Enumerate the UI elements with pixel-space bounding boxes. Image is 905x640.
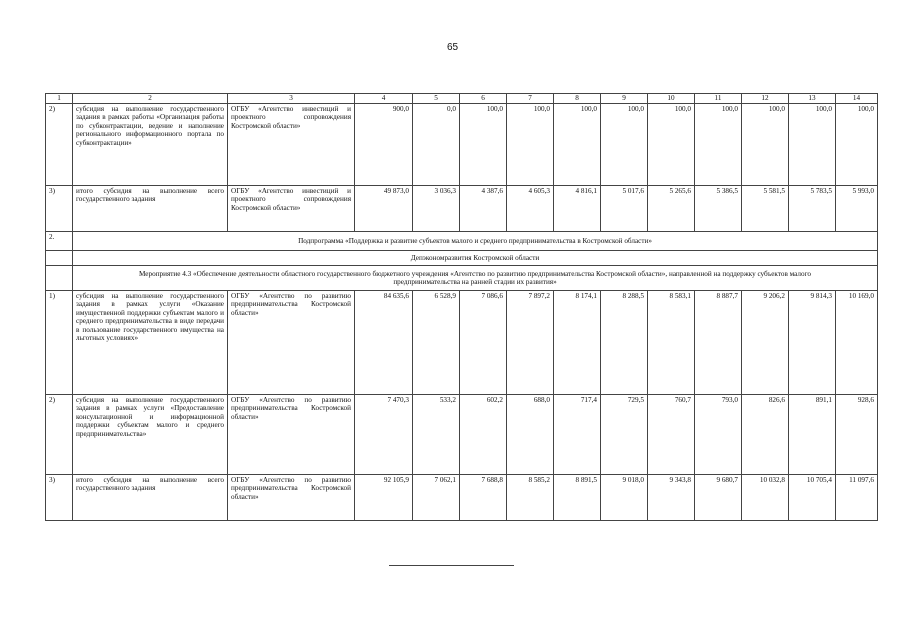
value-cell: 100,0 bbox=[742, 104, 789, 186]
column-header: 8 bbox=[554, 94, 601, 104]
column-header: 6 bbox=[460, 94, 507, 104]
table-row bbox=[46, 475, 878, 521]
column-header: 3 bbox=[228, 94, 355, 104]
footnote-separator bbox=[389, 565, 514, 566]
column-header: 9 bbox=[601, 94, 648, 104]
value-cell: 92 105,9 bbox=[355, 475, 413, 521]
column-header: 2 bbox=[73, 94, 228, 104]
value-cell: 5 783,5 bbox=[789, 186, 836, 232]
value-cell: 7 086,6 bbox=[460, 291, 507, 395]
value-cell: 9 680,7 bbox=[695, 475, 742, 521]
value-cell: 9 018,0 bbox=[601, 475, 648, 521]
row-index: 2) bbox=[46, 104, 73, 186]
value-cell: 100,0 bbox=[836, 104, 878, 186]
empty-cell bbox=[46, 266, 73, 291]
value-cell: 0,0 bbox=[413, 104, 460, 186]
value-cell: 5 017,6 bbox=[601, 186, 648, 232]
value-cell: 6 528,9 bbox=[413, 291, 460, 395]
value-cell: 5 265,6 bbox=[648, 186, 695, 232]
value-cell: 688,0 bbox=[507, 395, 554, 475]
subprogram-title: Подпрограмма «Поддержка и развитие субъектов малого и среднего предпринимательства в Костромской области» bbox=[73, 232, 878, 251]
value-cell: 49 873,0 bbox=[355, 186, 413, 232]
row-description: субсидия на выполнение государственного задания в рамках услуги «Предоставление консультационной и информационной поддержки субъектам малого и среднего предпринимательства» bbox=[73, 395, 228, 475]
value-cell: 793,0 bbox=[695, 395, 742, 475]
value-cell: 8 585,2 bbox=[507, 475, 554, 521]
column-header: 1 bbox=[46, 94, 73, 104]
value-cell: 10 705,4 bbox=[789, 475, 836, 521]
column-header: 12 bbox=[742, 94, 789, 104]
row-index: 3) bbox=[46, 186, 73, 232]
column-header: 11 bbox=[695, 94, 742, 104]
row-description: итого субсидия на выполнение всего государственного задания bbox=[73, 475, 228, 521]
column-header: 4 bbox=[355, 94, 413, 104]
value-cell: 760,7 bbox=[648, 395, 695, 475]
column-number-row bbox=[46, 94, 878, 104]
value-cell: 5 993,0 bbox=[836, 186, 878, 232]
value-cell: 11 097,6 bbox=[836, 475, 878, 521]
measure-row bbox=[46, 266, 878, 291]
row-index: 2) bbox=[46, 395, 73, 475]
value-cell: 5 581,5 bbox=[742, 186, 789, 232]
value-cell: 100,0 bbox=[507, 104, 554, 186]
value-cell: 8 174,1 bbox=[554, 291, 601, 395]
column-header: 7 bbox=[507, 94, 554, 104]
value-cell: 100,0 bbox=[601, 104, 648, 186]
value-cell: 9 343,8 bbox=[648, 475, 695, 521]
value-cell: 900,0 bbox=[355, 104, 413, 186]
department-name: Депэкономразвития Костромской области bbox=[73, 251, 878, 266]
value-cell: 3 036,3 bbox=[413, 186, 460, 232]
value-cell: 100,0 bbox=[460, 104, 507, 186]
row-description: субсидия на выполнение государственного задания в рамках работы «Организация работы по субконтрактации, ведение и наполнение регионального информационного портала по субконтрактации» bbox=[73, 104, 228, 186]
value-cell: 7 062,1 bbox=[413, 475, 460, 521]
value-cell: 7 470,3 bbox=[355, 395, 413, 475]
row-organization: ОГБУ «Агентство инвестиций и проектного сопровождения Костромской области» bbox=[228, 104, 355, 186]
budget-table bbox=[45, 93, 878, 521]
value-cell: 4 816,1 bbox=[554, 186, 601, 232]
table-row bbox=[46, 104, 878, 186]
value-cell: 602,2 bbox=[460, 395, 507, 475]
value-cell: 100,0 bbox=[648, 104, 695, 186]
column-header: 13 bbox=[789, 94, 836, 104]
value-cell: 10 032,8 bbox=[742, 475, 789, 521]
value-cell: 7 897,2 bbox=[507, 291, 554, 395]
value-cell: 4 605,3 bbox=[507, 186, 554, 232]
value-cell: 533,2 bbox=[413, 395, 460, 475]
value-cell: 826,6 bbox=[742, 395, 789, 475]
measure-title: Мероприятие 4.3 «Обеспечение деятельности областного государственного бюджетного учреждения «Агентство по развитию предпринимательства Костромской области», направленной на поддержку субъектов малого предпринимательства на ранней стадии их развития» bbox=[73, 266, 878, 291]
value-cell: 729,5 bbox=[601, 395, 648, 475]
row-organization: ОГБУ «Агентство инвестиций и проектного сопровождения Костромской области» bbox=[228, 186, 355, 232]
subprogram-row bbox=[46, 232, 878, 251]
department-row bbox=[46, 251, 878, 266]
page-number: 65 bbox=[446, 42, 459, 53]
row-description: субсидия на выполнение государственного задания в рамках услуги «Оказание имущественной поддержки субъектам малого и среднего предпринимательства в виде передачи в пользование государственного имущества на льготных условиях» bbox=[73, 291, 228, 395]
row-description: итого субсидия на выполнение всего государственного задания bbox=[73, 186, 228, 232]
value-cell: 9 206,2 bbox=[742, 291, 789, 395]
column-header: 10 bbox=[648, 94, 695, 104]
table-row bbox=[46, 291, 878, 395]
table-row bbox=[46, 395, 878, 475]
value-cell: 100,0 bbox=[554, 104, 601, 186]
row-organization: ОГБУ «Агентство по развитию предпринимательства Костромской области» bbox=[228, 475, 355, 521]
value-cell: 8 891,5 bbox=[554, 475, 601, 521]
value-cell: 84 635,6 bbox=[355, 291, 413, 395]
value-cell: 100,0 bbox=[789, 104, 836, 186]
value-cell: 8 583,1 bbox=[648, 291, 695, 395]
value-cell: 891,1 bbox=[789, 395, 836, 475]
value-cell: 8 887,7 bbox=[695, 291, 742, 395]
table-row bbox=[46, 186, 878, 232]
value-cell: 9 814,3 bbox=[789, 291, 836, 395]
value-cell: 100,0 bbox=[695, 104, 742, 186]
row-index: 1) bbox=[46, 291, 73, 395]
value-cell: 10 169,0 bbox=[836, 291, 878, 395]
row-index: 3) bbox=[46, 475, 73, 521]
value-cell: 5 386,5 bbox=[695, 186, 742, 232]
column-header: 5 bbox=[413, 94, 460, 104]
value-cell: 7 688,8 bbox=[460, 475, 507, 521]
value-cell: 4 387,6 bbox=[460, 186, 507, 232]
row-organization: ОГБУ «Агентство по развитию предпринимательства Костромской области» bbox=[228, 291, 355, 395]
empty-cell bbox=[46, 251, 73, 266]
subprogram-index: 2. bbox=[46, 232, 73, 251]
value-cell: 8 288,5 bbox=[601, 291, 648, 395]
value-cell: 928,6 bbox=[836, 395, 878, 475]
row-organization: ОГБУ «Агентство по развитию предпринимательства Костромской области» bbox=[228, 395, 355, 475]
column-header: 14 bbox=[836, 94, 878, 104]
value-cell: 717,4 bbox=[554, 395, 601, 475]
